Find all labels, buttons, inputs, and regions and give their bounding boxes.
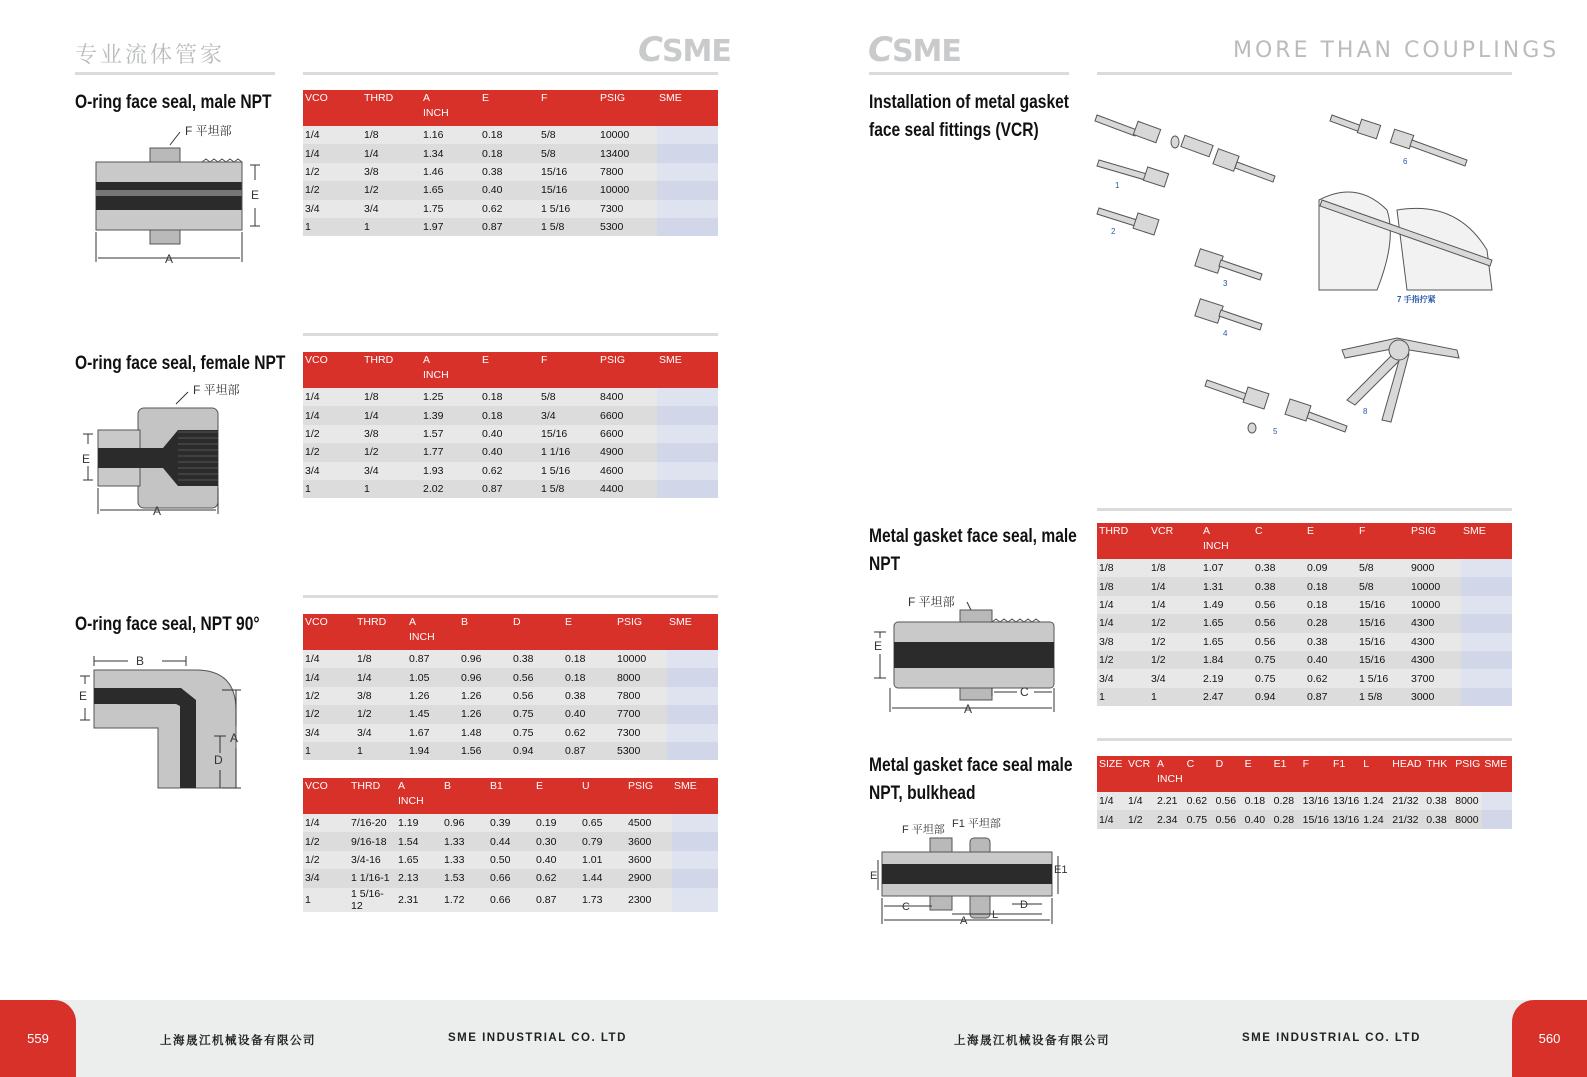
svg-text:E1: E1 [1054,864,1068,876]
table-row: 1/2 1/2 1.84 0.75 0.40 15/16 4300 [1097,651,1512,669]
svg-text:A: A [960,915,968,927]
svg-text:C: C [1020,685,1029,699]
page-number-left: 559 [0,1000,76,1077]
svg-text:A: A [165,252,174,266]
table-row: 1/4 1/2 1.65 0.56 0.28 15/16 4300 [1097,614,1512,632]
table-row: 3/8 1/2 1.65 0.56 0.38 15/16 4300 [1097,633,1512,651]
svg-text:2: 2 [1111,227,1116,236]
svg-text:B: B [136,654,145,668]
svg-text:A: A [153,504,162,518]
header-tagline-left: 专业流体管家 [75,43,226,68]
npt90-table-1: VCO THRD A INCH B D E PSIG SME 1/4 1/8 0.87 0.96 0.38 0.18 10000 1/4 1/4 1.05 0.96 0.56 0.18 8000 1/2 3/8 1.26 1.26 0.56 0.38 7800 1/2 1/2 1.45 1.26 0.75 0.40 7700 3/4 3/4 1.67 1.48 0.75 0.62 7300 1 1 1.94 1.56 0.94 0.87 5300 [303,614,718,760]
table-row: 1/4 1/8 1.16 0.18 5/8 10000 [303,126,718,144]
sme-logo-left: CSME [638,30,731,70]
table-row: 1/2 3/8 1.46 0.38 15/16 7800 [303,163,718,181]
female-npt-diagram [78,382,268,522]
page-number-right: 560 [1512,1000,1587,1077]
male-npt-diagram [80,120,270,270]
table-row: 1/8 1/4 1.31 0.38 0.18 5/8 10000 [1097,577,1512,595]
svg-text:D: D [214,753,223,767]
table-row: 1/8 1/8 1.07 0.38 0.09 5/8 9000 [1097,559,1512,577]
section-rule [1097,508,1512,511]
sme-logo-right: CSME [868,30,961,70]
section-rule [1097,738,1512,741]
table-row: 3/4 3/4 1.93 0.62 1 5/16 4600 [303,462,718,480]
gasket-male-diagram [872,590,1068,720]
table-row: 3/4 3/4 2.19 0.75 0.62 1 5/16 3700 [1097,669,1512,687]
table-row: 1/4 1/4 1.39 0.18 3/4 6600 [303,406,718,424]
section-title: Metal gasket face seal male NPT, bulkhead [869,755,1073,804]
table-row: 3/4 3/4 1.75 0.62 1 5/16 7300 [303,200,718,218]
table-row: 1/2 3/4-16 1.65 1.33 0.50 0.40 1.01 3600 [303,851,718,869]
svg-text:F 平坦部: F 平坦部 [193,383,240,397]
male-npt-table: VCO THRD A INCH E F PSIG SME 1/4 1/8 1.16 0.18 5/8 10000 1/4 1/4 1.34 0.18 5/8 13400 1/2 3/8 1.46 0.38 15/16 7800 1/2 1/2 1.65 0.40 15/16 10000 3/4 3/4 1.75 0.62 1 5/16 7300 1 1 1.97 0.87 1 5/8 5300 [303,90,718,236]
svg-text:F 平坦部: F 平坦部 [902,824,945,836]
table-row: 1 1 1.94 1.56 0.94 0.87 5300 [303,742,718,760]
footer-company-en-left: SME INDUSTRIAL CO. LTD [448,1032,627,1044]
table-row: 1/2 3/8 1.26 1.26 0.56 0.38 7800 [303,687,718,705]
header-rule [75,72,275,75]
section-title: O-ring face seal, NPT 90° [75,614,260,635]
svg-text:E: E [870,870,878,882]
table-row: 1 1 2.47 0.94 0.87 1 5/8 3000 [1097,688,1512,706]
table-row: 1 1 5/16-12 2.31 1.72 0.66 0.87 1.73 2300 [303,888,718,912]
section-title: Installation of metal gasket face seal fittings (VCR) [869,92,1070,141]
header-tagline-right: MORE THAN COUPLINGS [1233,38,1560,63]
svg-text:3: 3 [1223,279,1228,288]
svg-text:1: 1 [1115,181,1120,190]
header-rule [1097,72,1512,75]
table-row: 1/4 7/16-20 1.19 0.96 0.39 0.19 0.65 4500 [303,814,718,832]
svg-text:E: E [251,188,260,202]
header-rule [303,72,718,75]
svg-text:A: A [230,731,239,745]
svg-text:E: E [82,452,91,466]
table-row: 1/2 9/16-18 1.54 1.33 0.44 0.30 0.79 3600 [303,832,718,850]
table-row: 3/4 3/4 1.67 1.48 0.75 0.62 7300 [303,724,718,742]
section-rule [303,595,718,598]
table-row: 1/4 1/8 1.25 0.18 5/8 8400 [303,388,718,406]
svg-text:F 平坦部: F 平坦部 [185,124,232,138]
female-npt-table: VCO THRD A INCH E F PSIG SME 1/4 1/8 1.25 0.18 5/8 8400 1/4 1/4 1.39 0.18 3/4 6600 1/2 3/8 1.57 0.40 15/16 6600 1/2 1/2 1.77 0.40 1 1/16 4900 3/4 3/4 1.93 0.62 1 5/16 4600 1 1 2.02 0.87 1 5/8 4400 [303,352,718,498]
table-row: 1/2 1/2 1.65 0.40 15/16 10000 [303,181,718,199]
section-title: O-ring face seal, male NPT [75,92,272,113]
svg-text:F1 平坦部: F1 平坦部 [952,818,1001,830]
footer-company-cn-left: 上海晟江机械设备有限公司 [160,1035,316,1047]
svg-text:5: 5 [1273,427,1278,436]
vcr-installation-illustration [1097,100,1512,445]
header-rule [869,72,1069,75]
svg-text:E: E [874,639,883,653]
npt90-diagram [76,648,256,798]
gasket-male-table: THRD VCR A INCH C E F PSIG SME 1/8 1/8 1.07 0.38 0.09 5/8 9000 1/8 1/4 1.31 0.38 0.18 5/8 10000 1/4 1/4 1.49 0.56 0.18 15/16 10000 1/4 1/2 1.65 0.56 0.28 15/16 4300 3/8 1/2 1.65 0.56 0.38 15/16 4300 1/2 1/2 1.84 0.75 0.40 15/16 4300 3/4 3/4 2.19 0.75 0.62 1 5/16 3700 1 1 2.47 0.94 0.87 1 5/8 3000 [1097,523,1512,706]
svg-text:6: 6 [1403,157,1408,166]
table-row: 1/4 1/4 1.49 0.56 0.18 15/16 10000 [1097,596,1512,614]
svg-text:L: L [992,909,999,921]
section-title: Metal gasket face seal, male NPT [869,526,1077,575]
footer-company-en-right: SME INDUSTRIAL CO. LTD [1242,1032,1421,1044]
table-row: 1/2 1/2 1.77 0.40 1 1/16 4900 [303,443,718,461]
table-row: 1/2 1/2 1.45 1.26 0.75 0.40 7700 [303,705,718,723]
svg-text:7 手指拧紧: 7 手指拧紧 [1397,295,1436,304]
gasket-bulkhead-diagram [872,820,1068,935]
table-row: 1 1 1.97 0.87 1 5/8 5300 [303,218,718,236]
footer-company-cn-right: 上海晟江机械设备有限公司 [954,1035,1110,1047]
table-row: 1/4 1/4 2.21 0.62 0.56 0.18 0.28 13/16 13/16 1.24 21/32 0.38 8000 [1097,792,1512,810]
svg-text:D: D [1020,899,1028,911]
table-row: 1/2 3/8 1.57 0.40 15/16 6600 [303,425,718,443]
table-row: 1/4 1/4 1.34 0.18 5/8 13400 [303,144,718,162]
section-title: O-ring face seal, female NPT [75,353,286,374]
svg-text:A: A [964,702,973,716]
svg-text:E: E [79,689,88,703]
svg-text:8: 8 [1363,407,1368,416]
table-row: 1/4 1/2 2.34 0.75 0.56 0.40 0.28 15/16 13/16 1.24 21/32 0.38 8000 [1097,810,1512,828]
svg-text:C: C [902,901,910,913]
table-row: 1/4 1/8 0.87 0.96 0.38 0.18 10000 [303,650,718,668]
gasket-bulkhead-table: SIZE VCR A INCH C D E E1 F F1 L HEAD THK PSIG SME 1/4 1/4 2.21 0.62 0.56 0.18 0.28 13/16 13/16 1.24 21/32 0.38 8000 1/4 1/2 2.34 0.75 0.56 0.40 0.28 15/16 13/16 1.24 21/32 0.38 8000 [1097,756,1512,829]
section-rule [303,333,718,336]
table-row: 1 1 2.02 0.87 1 5/8 4400 [303,480,718,498]
table-row: 1/4 1/4 1.05 0.96 0.56 0.18 8000 [303,668,718,686]
svg-text:4: 4 [1223,329,1228,338]
npt90-table-2: VCO THRD A INCH B B1 E U PSIG SME 1/4 7/16-20 1.19 0.96 0.39 0.19 0.65 4500 1/2 9/16-18 1.54 1.33 0.44 0.30 0.79 3600 1/2 3/4-16 1.65 1.33 0.50 0.40 1.01 3600 3/4 1 1/16-1 2.13 1.53 0.66 0.62 1.44 2900 1 1 5/16-12 2.31 1.72 0.66 0.87 1.73 2300 [303,778,718,912]
table-row: 3/4 1 1/16-1 2.13 1.53 0.66 0.62 1.44 2900 [303,869,718,887]
svg-text:F 平坦部: F 平坦部 [908,595,955,609]
